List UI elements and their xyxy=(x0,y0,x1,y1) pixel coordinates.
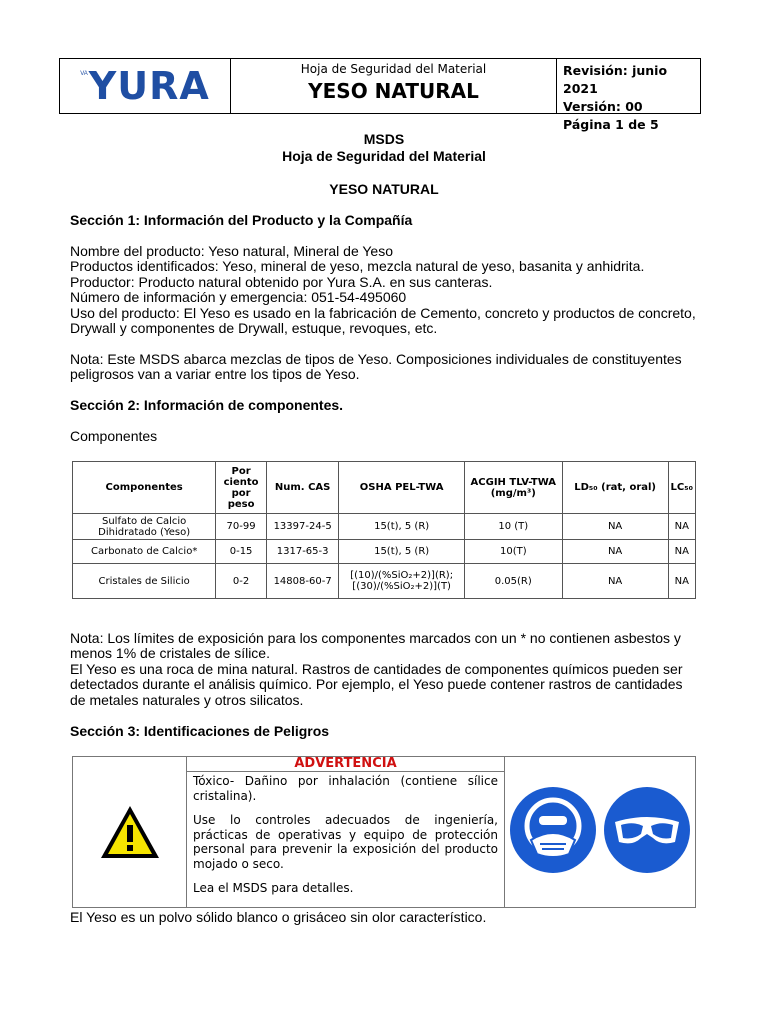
section3-description: El Yeso es un polvo sólido blanco o grisáceo sin olor característico. xyxy=(70,909,487,925)
warning-paragraph: Tóxico- Dañino por inhalación (contiene sílice cristalina). xyxy=(193,774,498,803)
table-cell: Sulfato de Calcio Dihidratado (Yeso) xyxy=(73,514,216,540)
version: Versión: 00 xyxy=(563,99,643,114)
table-cell: Cristales de Silicio xyxy=(73,564,216,599)
company-logo xyxy=(60,59,231,113)
section1-heading: Sección 1: Información del Producto y la Compañía xyxy=(70,212,413,228)
doc-type: Hoja de Seguridad del Material xyxy=(300,62,487,76)
components-table xyxy=(72,461,696,599)
col-header: ACGIH TLV-TWA (mg/m³) xyxy=(464,462,562,514)
table-cell: Carbonato de Calcio* xyxy=(73,540,216,564)
table-cell: 0.05(R) xyxy=(464,564,562,599)
table-cell: 0-15 xyxy=(216,540,267,564)
header-title-cell xyxy=(231,59,557,113)
section2-subheading: Componentes xyxy=(70,428,158,444)
col-header: LC₅₀ xyxy=(668,462,695,514)
table-cell: NA xyxy=(562,564,668,599)
section2-note-line: detectados durante el análisis químico. Por ejemplo, el Yeso puede contener rastros de cantidades xyxy=(70,676,683,692)
section1-line: Nombre del producto: Yeso natural, Mineral de Yeso xyxy=(70,243,393,259)
table-row xyxy=(73,564,696,599)
doc-title: YESO NATURAL xyxy=(308,79,479,103)
warning-paragraph: Lea el MSDS para detalles. xyxy=(193,881,354,895)
ppe-icons-cell xyxy=(505,757,695,907)
section1-line: Uso del producto: El Yeso es usado en la fabricación de Cemento, concreto y productos de concreto, xyxy=(70,305,696,321)
table-cell: 70-99 xyxy=(216,514,267,540)
warning-paragraph: Use lo controles adecuados de ingeniería, prácticas de operativas y equipo de protección personal para prevenir la exposición del producto mojado o seco. xyxy=(193,813,498,871)
revision-date: Revisión: junio 2021 xyxy=(563,63,668,96)
col-header: LD₅₀ (rat, oral) xyxy=(562,462,668,514)
table-cell: 13397-24-5 xyxy=(266,514,339,540)
section2-heading: Sección 2: Información de componentes. xyxy=(70,397,344,413)
table-header-row xyxy=(73,462,696,514)
table-row xyxy=(73,540,696,564)
section1-line: Drywall y componentes de Drywall, estuque, revoques, etc. xyxy=(70,320,438,336)
col-header: Num. CAS xyxy=(266,462,339,514)
section1-line: Productos identificados: Yeso, mineral de yeso, mezcla natural de yeso, basanita y anhidrita. xyxy=(70,258,645,274)
section2-note-line: menos 1% de cristales de sílice. xyxy=(70,645,270,661)
col-header: OSHA PEL-TWA xyxy=(339,462,464,514)
table-cell: NA xyxy=(668,540,695,564)
safety-goggles-icon xyxy=(603,786,691,879)
section2-note-line: Nota: Los límites de exposición para los componentes marcados con un * no contienen asbestos y xyxy=(70,630,681,646)
title-msds: MSDS xyxy=(363,131,405,147)
section1-line: Productor: Producto natural obtenido por Yura S.A. en sus canteras. xyxy=(70,274,493,290)
warning-text-cell xyxy=(187,757,505,907)
table-cell: NA xyxy=(668,514,695,540)
title-subtitle: Hoja de Seguridad del Material xyxy=(282,148,486,164)
table-cell: 10 (T) xyxy=(464,514,562,540)
section1-line: Número de información y emergencia: 051-54-495060 xyxy=(70,289,407,305)
dust-mask-icon xyxy=(509,786,597,879)
table-cell: NA xyxy=(562,514,668,540)
logo-small-text: VA xyxy=(80,71,88,77)
warning-triangle-icon xyxy=(73,757,187,907)
table-cell: 15(t), 5 (R) xyxy=(339,540,464,564)
col-header: Componentes xyxy=(73,462,216,514)
col-header: Por ciento por peso xyxy=(216,462,267,514)
table-cell: 1317-65-3 xyxy=(266,540,339,564)
table-cell: 14808-60-7 xyxy=(266,564,339,599)
table-row xyxy=(73,514,696,540)
section1-note: Nota: Este MSDS abarca mezclas de tipos de Yeso. Composiciones individuales de constituyentes xyxy=(70,351,682,367)
hazard-warning-box xyxy=(72,756,696,908)
section3-heading: Sección 3: Identificaciones de Peligros xyxy=(70,723,330,739)
table-cell: NA xyxy=(668,564,695,599)
section1-note: peligrosos van a variar entre los tipos de Yeso. xyxy=(70,366,360,382)
page-number: Página 1 de 5 xyxy=(563,117,659,132)
section2-note-line: El Yeso es una roca de mina natural. Rastros de cantidades de componentes químicos pueden ser xyxy=(70,661,683,677)
section2-note-line: de metales naturales y otros silicatos. xyxy=(70,692,304,708)
table-cell: 10(T) xyxy=(464,540,562,564)
table-cell: NA xyxy=(562,540,668,564)
title-product: YESO NATURAL xyxy=(329,181,439,197)
logo-text: YURA xyxy=(88,64,210,108)
document-header xyxy=(59,58,701,132)
table-cell: [(10)/(%SiO₂+2)](R); [(30)/(%SiO₂+2)](T) xyxy=(339,564,464,599)
table-cell: 0-2 xyxy=(216,564,267,599)
table-cell: 15(t), 5 (R) xyxy=(339,514,464,540)
header-meta-cell xyxy=(557,59,700,132)
warning-title: ADVERTENCIA xyxy=(187,757,504,772)
